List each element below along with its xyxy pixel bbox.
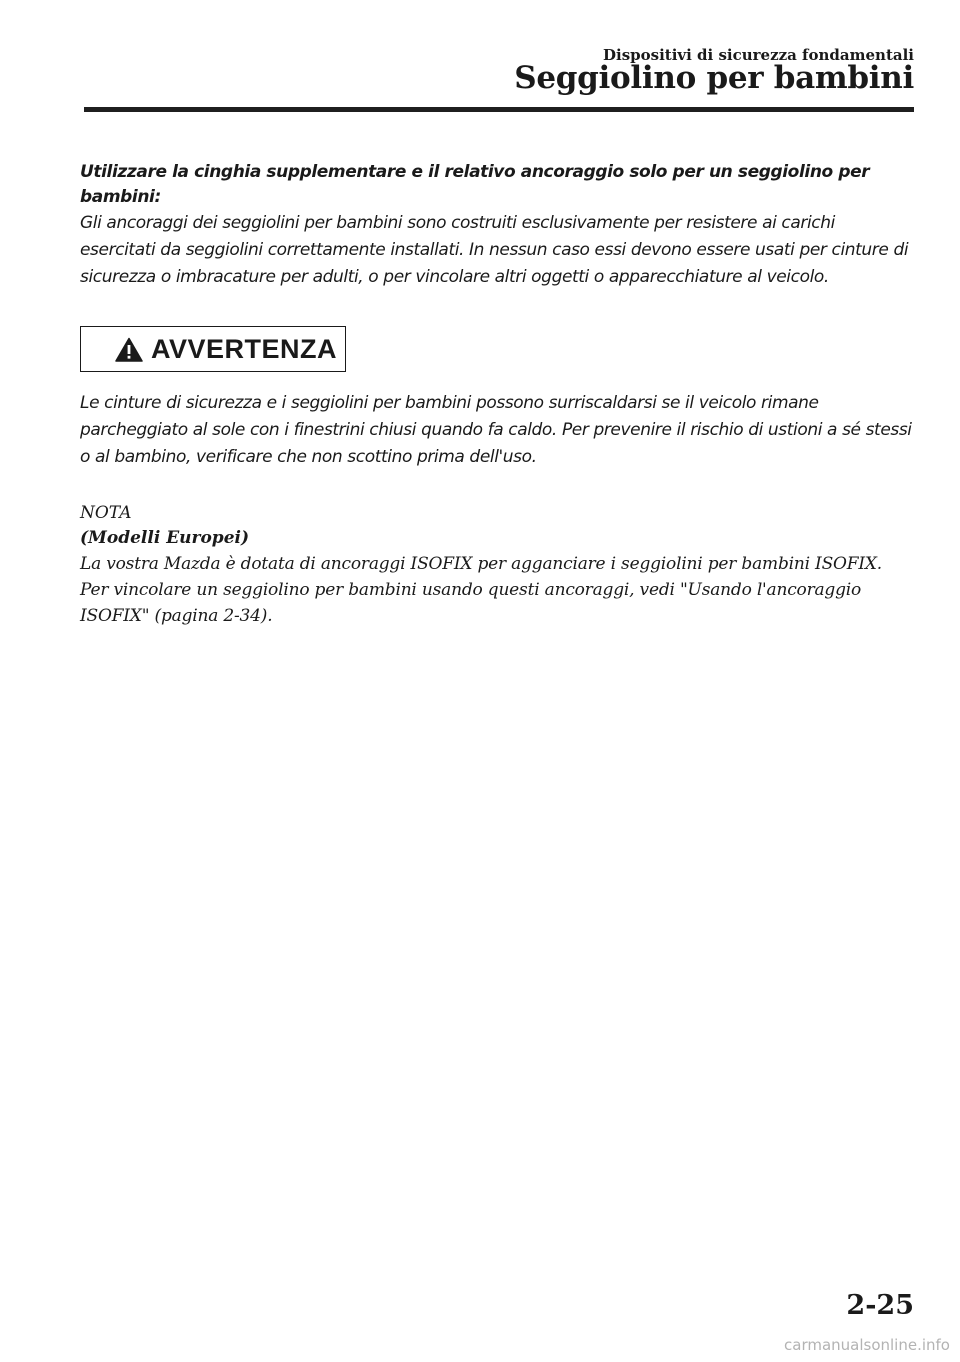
note-heading: NOTA [80,503,132,523]
page-number: 2-25 [846,1290,914,1321]
warning-triangle-icon [115,337,143,362]
page-title: Seggiolino per bambini [514,60,914,96]
warning-text: Le cinture di sicurezza e i seggiolini per bambini possono surriscaldarsi se il veicolo rimane parcheggiato al sole con i finestrini chiusi quando fa caldo. Per prevenire il rischio di ustioni a sé stessi o al bambino, verificare che non scottino prima dell'uso. [80,393,912,467]
note-body: La vostra Mazda è dotata di ancoraggi ISOFIX per agganciare i seggiolini per bambini ISOFIX. Per vincolare un seggiolino per bambini usando questi ancoraggi, vedi "Usando l'ancoraggio ISOFIX" (pagina 2-34). [80,554,882,626]
watermark: carmanualsonline.info [784,1336,950,1354]
header-divider [84,107,914,112]
note-subheading: (Modelli Europei) [80,528,250,548]
main-content [80,160,915,629]
lead-bold-text: Utilizzare la cinghia supplementare e il relativo ancoraggio solo per un seggiolino per bambini: [80,162,870,207]
warning-label-text: AVVERTENZA [151,333,338,364]
warning-box [80,326,346,372]
lead-body-text: Gli ancoraggi dei seggiolini per bambini sono costruiti esclusivamente per resistere ai carichi esercitati da seggiolini correttamente installati. In nessun caso essi devono essere usati per cinture di sicurezza o imbracature per adulti, o per vincolare altri oggetti o apparecchiature al veicolo. [80,213,909,287]
header-section-title: Dispositivi di sicurezza fondamentali [602,46,914,64]
